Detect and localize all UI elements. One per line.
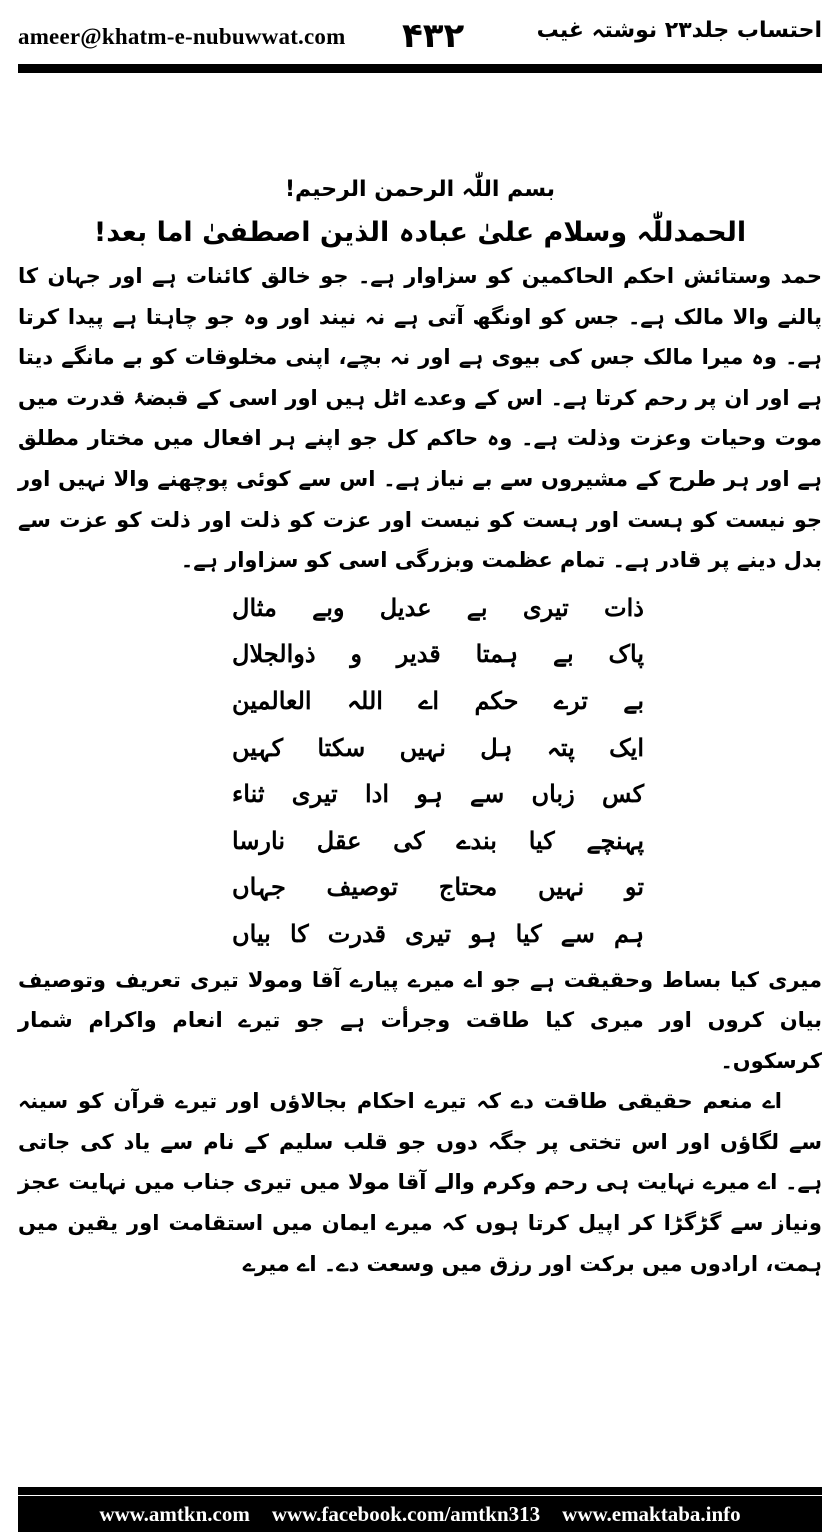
footer-link-emaktaba[interactable]: www.emaktaba.info bbox=[562, 1501, 741, 1526]
poem-line: پہنچے کیا بندے کی عقل نارسا bbox=[232, 825, 644, 855]
page-header bbox=[18, 14, 822, 60]
book-title: احتساب جلد۲۳ نوشتہ غیب bbox=[536, 18, 822, 43]
poem-line: تو نہیں محتاج توصیف جہاں bbox=[232, 872, 644, 902]
footer-link-amtkn[interactable]: www.amtkn.com bbox=[99, 1501, 250, 1526]
paragraph-praise: حمد وستائش احکم الحاکمین کو سزاوار ہے۔ جو خالق کائنات ہے اور جہان کا پالنے والا مالک ہے۔ جس کو اونگھ آتی ہے نہ نیند اور وہ جو چاہتا ہے پیدا کرتا ہے۔ وہ میرا مالک جس کی بیوی ہے اور نہ بچے، اپنی مخلوقات کو بے مانگے دیتا ہے اور ان پر رحم کرتا ہے۔ اس کے وعدے اٹل ہیں اور اسی کے قبضۂ قدرت میں موت وحیات وعزت وذلت ہے۔ وہ حاکم کل جو اپنے ہر افعال میں مختار مطلق ہے اور ہر طرح کے مشیروں سے بے نیاز ہے۔ اس سے کوئی پوچھنے والا نہیں اور جو نیست کو ہست اور ہست کو نیست اور عزت کو ذلت اور ذلت کو عزت سے بدل دینے پر قادر ہے۔ تمام عظمت وبزرگی اسی کو سزاوار ہے۔ bbox=[18, 264, 822, 573]
poem-line: ذات تیری بے عدیل وبے مثال bbox=[232, 592, 644, 622]
paragraph-humility: میری کیا بساط وحقیقت ہے جو اے میرے پیارے آقا ومولا تیری تعریف وتوصیف بیان کروں اور میری کیا طاقت وجرأت ہے جو تیرے انعام واکرام شمار کرسکوں۔ bbox=[18, 967, 822, 1073]
poem-line: بے ترے حکم اے اللہ العالمین bbox=[232, 685, 644, 715]
footer-link-facebook[interactable]: www.facebook.com/amtkn313 bbox=[271, 1501, 541, 1526]
poem-block bbox=[18, 581, 822, 960]
poem-line: پاک بے ہمتا قدیر و ذوالجلال bbox=[232, 639, 644, 669]
footer-divider bbox=[18, 1487, 822, 1495]
paragraph-supplication: اے منعم حقیقی طاقت دے کہ تیرے احکام بجالاؤں اور تیرے قرآن کو سینہ سے لگاؤں اور اس تختی پر جگہ دوں جو قلب سلیم کے نام سے یاد کی جاتی ہے۔ اے میرے نہایت ہی رحم وکرم والے آقا مولا میں تیری جناب میں نہایت عجز ونیاز سے گڑگڑا کر اپیل کرتا ہوں کہ میرے ایمان میں استقامت اور یقین میں ہمت، ارادوں میں برکت اور رزق میں وسعت دے۔ اے میرے bbox=[18, 1089, 822, 1276]
poem-line: کس زباں سے ہو ادا تیری ثناء bbox=[232, 779, 644, 809]
page-number: ۴۳۲ bbox=[402, 16, 465, 56]
page-footer bbox=[18, 1496, 822, 1532]
header-email[interactable]: ameer@khatm-e-nubuwwat.com bbox=[18, 24, 346, 49]
hamd-heading: الحمدللّٰہ وسلام علیٰ عبادہ الذین اصطفیٰ اما بعد! bbox=[93, 217, 747, 248]
bismillah-line: بسم اللّٰہ الرحمن الرحیم! bbox=[284, 177, 556, 202]
page-body bbox=[18, 170, 822, 1284]
header-divider bbox=[18, 64, 822, 73]
poem-line: ہم سے کیا ہو تیری قدرت کا بیاں bbox=[232, 918, 644, 948]
poem-line: ایک پتہ ہل نہیں سکتا کہیں bbox=[232, 732, 644, 762]
